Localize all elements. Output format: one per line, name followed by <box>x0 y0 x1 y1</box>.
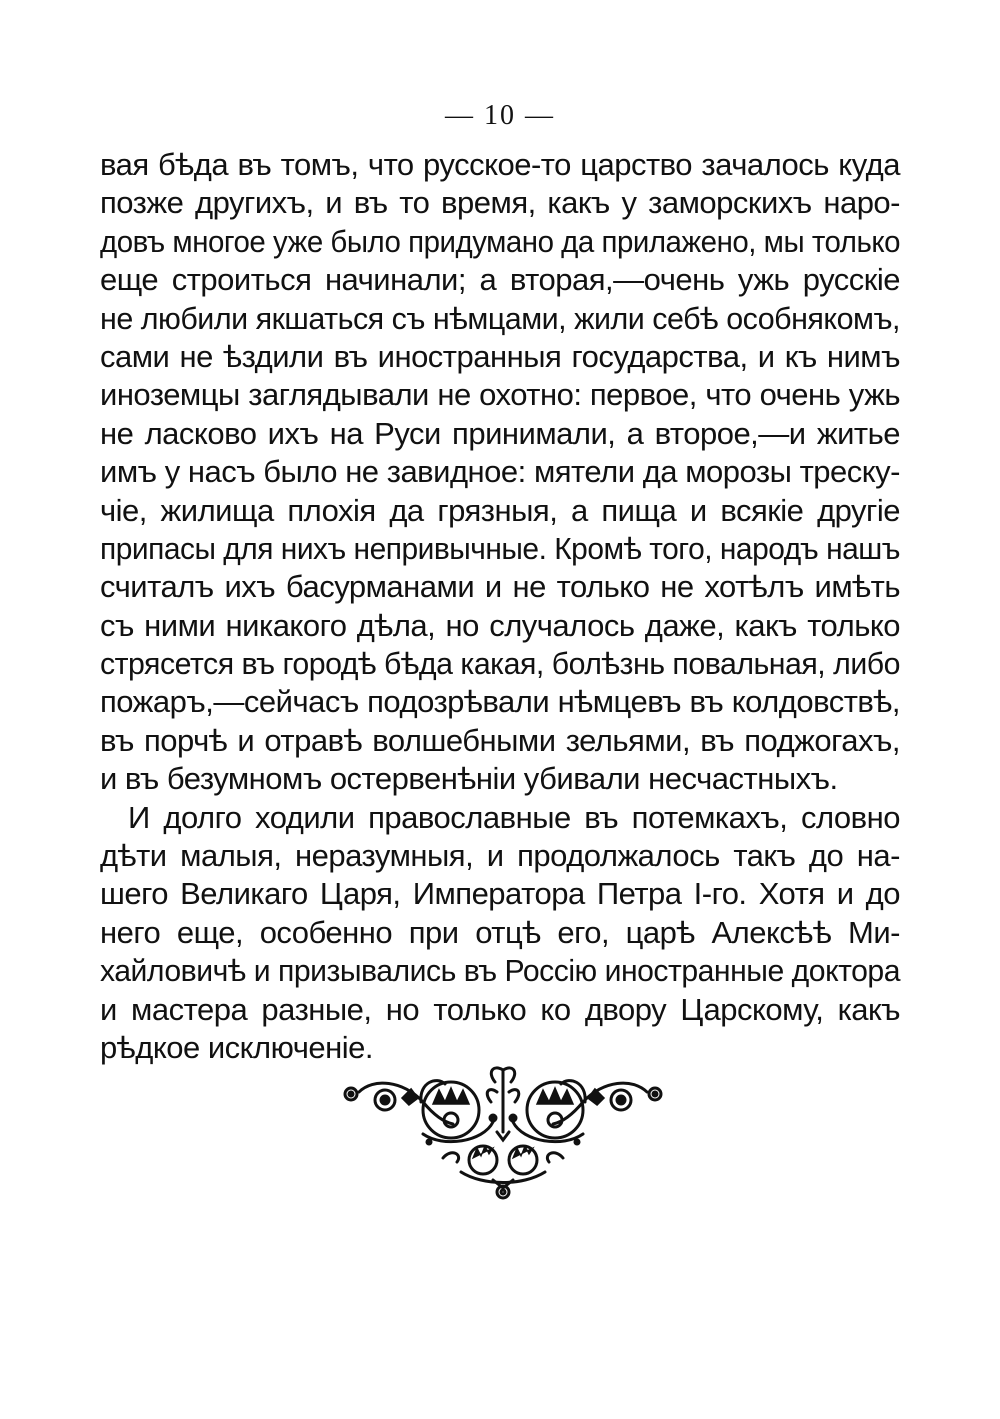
text-line: имъ у насъ было не завидное: мятели да морозы треску- <box>100 454 900 490</box>
text-line: припасы для нихъ непривычные. Кромѣ того, народъ нашъ <box>100 530 900 566</box>
paragraph-2 <box>100 799 900 1068</box>
text-line: не ласково ихъ на Руси принимали, а второе,—и житье <box>100 415 900 451</box>
page-number: — 10 — <box>445 100 555 131</box>
text-line: довъ многое уже было придумано да прилажено, мы только <box>100 223 900 259</box>
paragraph-1 <box>100 146 900 799</box>
text-line: хайловичѣ и призывались въ Россію иностранные доктора <box>100 953 900 989</box>
text-line: рѣдкое исключеніе. <box>100 1029 373 1065</box>
text-line: стрясется въ городѣ бѣда какая, болѣзнь повальная, либо <box>100 646 900 682</box>
text-line: сами не ѣздили въ иностранныя государства, и къ нимъ <box>100 338 900 374</box>
text-line: дѣти малыя, неразумныя, и продолжалось такъ до на- <box>100 838 900 874</box>
text-line: шего Великаго Царя, Императора Петра I-го. Хотя и до <box>100 876 900 912</box>
text-line: него еще, особенно при отцѣ его, царѣ Алексѣѣ Ми- <box>100 914 900 950</box>
text-line: иноземцы заглядывали не охотно: первое, что очень ужь <box>100 377 900 413</box>
ornament-vignette-icon <box>333 1062 673 1202</box>
text-line: и мастера разные, но только ко двору Царскому, какъ <box>100 991 900 1027</box>
text-line: и въ безумномъ остервенѣніи убивали несчастныхъ. <box>100 761 838 797</box>
text-line: вая бѣда въ томъ, что русское-то царство зачалось куда <box>100 147 900 182</box>
text-line: чіе, жилища плохія да грязныя, а пища и всякіе другіе <box>100 492 900 528</box>
text-line: съ ними никакого дѣла, но случалось даже, какъ только <box>100 607 900 643</box>
text-line: позже другихъ, и въ то время, какъ у заморскихъ наро- <box>100 185 900 221</box>
text-line: пожаръ,—сейчасъ подозрѣвали нѣмцевъ въ колдовствѣ, <box>100 684 900 720</box>
text-line: не любили якшаться съ нѣмцами, жили себѣ особнякомъ, <box>100 300 900 336</box>
text-line: въ порчѣ и отравѣ волшебными зельями, въ поджогахъ, <box>100 722 900 758</box>
text-line: еще строиться начинали; а вторая,—очень ужь русскіе <box>100 262 900 298</box>
text-line: считалъ ихъ басурманами и не только не хотѣлъ имѣть <box>100 569 900 605</box>
text-line: И долго ходили православные въ потемкахъ, словно <box>128 799 900 835</box>
body-text <box>100 146 900 1067</box>
